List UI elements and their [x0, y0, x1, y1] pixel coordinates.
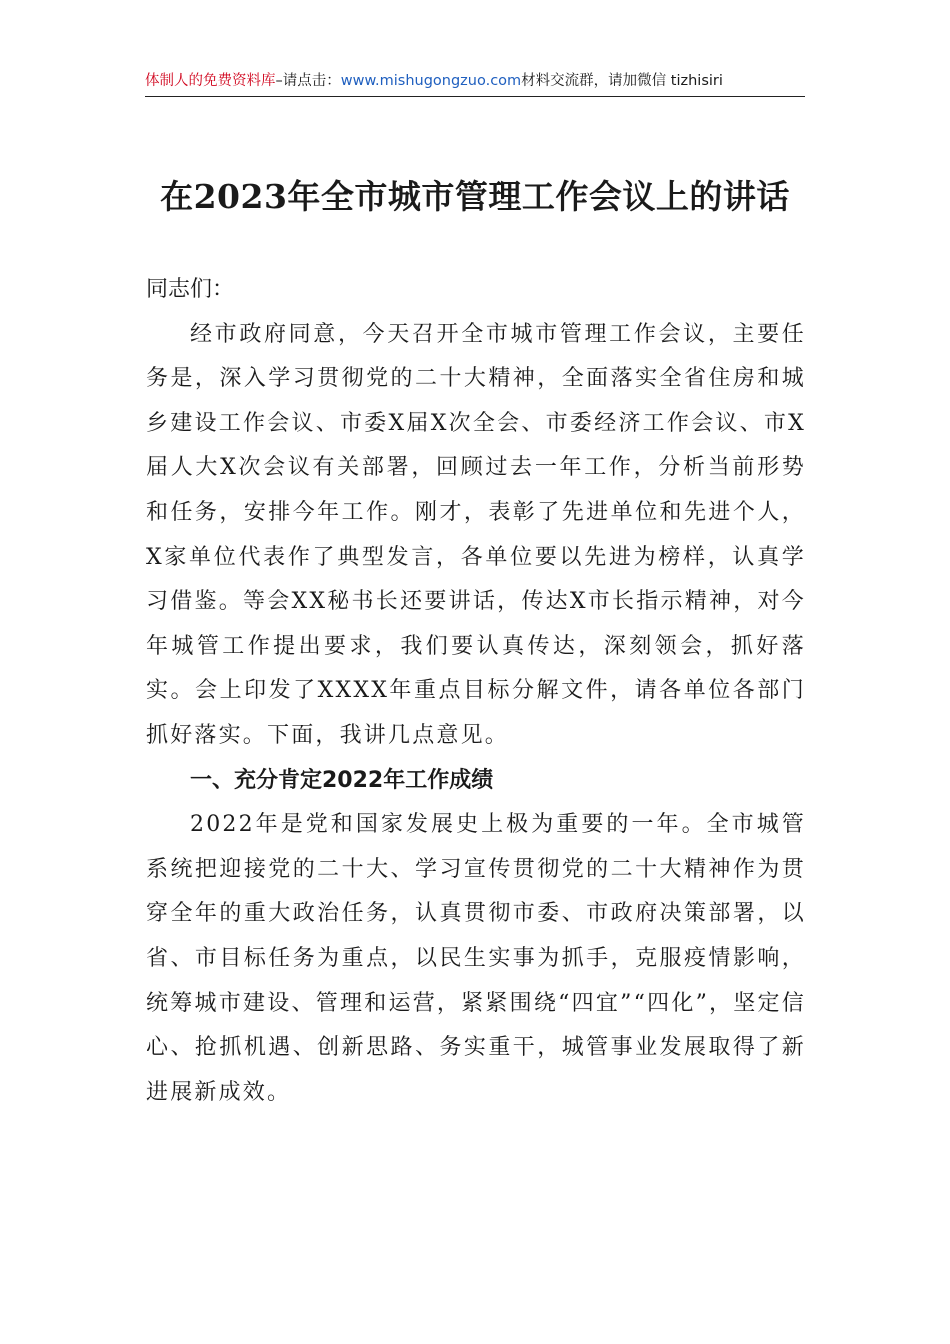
document-title: 在2023年全市城市管理工作会议上的讲话: [160, 177, 790, 216]
header-brand-text: 体制人的免费资料库: [145, 73, 276, 89]
section-heading-1: 一、充分肯定2022年工作成绩: [190, 767, 494, 793]
salutation: 同志们：: [146, 277, 235, 302]
page-header-banner: [145, 70, 805, 97]
header-website-link[interactable]: www.mishugongzuo.com: [340, 73, 522, 89]
header-contact-text: 材料交流群，请加微信 tizhisiri: [521, 73, 723, 89]
document-body: [146, 268, 806, 1115]
header-separator-text: –请点击：: [275, 73, 341, 89]
paragraph-achievements: 2022年是党和国家发展史上极为重要的一年。全市城管系统把迎接党的二十大、学习宣传贯彻党的二十大精神作为贯穿全年的重大政治任务，认真贯彻市委、市政府决策部署，以省、市目标任务为重点，以民生实事为抓手，克服疫情影响，统筹城市建设、管理和运营，紧紧围绕“四宜”“四化”，坚定信心、抢抓机遇、创新思路、务实重干，城管事业发展取得了新进展新成效。: [146, 812, 806, 1105]
paragraph-opening: 经市政府同意，今天召开全市城市管理工作会议，主要任务是，深入学习贯彻党的二十大精神，全面落实全省住房和城乡建设工作会议、市委X届X次全会、市委经济工作会议、市X届人大X次会议有关部署，回顾过去一年工作，分析当前形势和任务，安排今年工作。刚才，表彰了先进单位和先进个人，X家单位代表作了典型发言，各单位要以先进为榜样，认真学习借鉴。等会XX秘书长还要讲话，传达X市长指示精神，对今年城管工作提出要求，我们要认真传达，深刻领会，抓好落实。会上印发了XXXX年重点目标分解文件，请各单位各部门抓好落实。下面，我讲几点意见。: [146, 321, 806, 748]
